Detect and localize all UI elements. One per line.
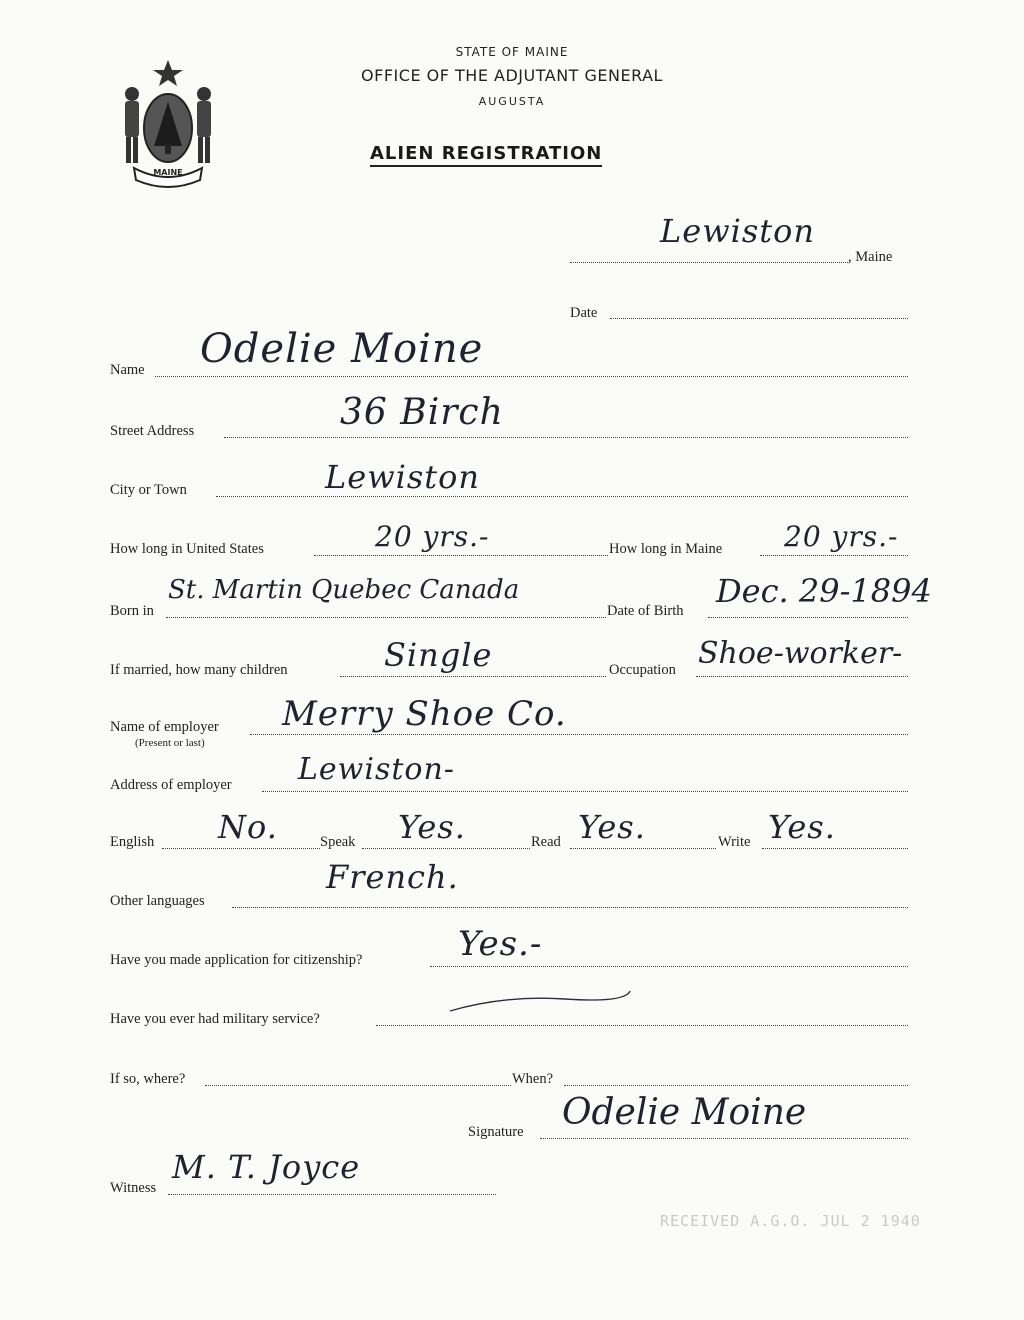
born-in-entry: St. Martin Quebec Canada (168, 575, 520, 605)
header-office: OFFICE OF THE ADJUTANT GENERAL (361, 66, 663, 85)
signature-entry: Odelie Moine (562, 1092, 807, 1133)
employer-line (250, 734, 908, 735)
speak-line (362, 848, 530, 849)
children-entry: Single (384, 636, 493, 674)
witness-line (168, 1194, 496, 1195)
children-label: If married, how many children (110, 662, 288, 678)
signature-label: Signature (468, 1124, 524, 1140)
if-so-where-line (205, 1085, 511, 1086)
employer-address-line (262, 791, 908, 792)
employer-entry: Merry Shoe Co. (282, 694, 567, 734)
witness-entry: M. T. Joyce (172, 1148, 361, 1186)
military-label: Have you ever had military service? (110, 1011, 320, 1027)
read-label: Read (531, 834, 561, 850)
signature-line (540, 1138, 908, 1139)
employer-address-entry: Lewiston- (298, 752, 455, 787)
speak-label: Speak (320, 834, 356, 850)
date-label: Date (570, 305, 598, 321)
if-so-where-label: If so, where? (110, 1071, 186, 1087)
street-line (224, 437, 908, 438)
occupation-label: Occupation (609, 662, 676, 678)
other-languages-entry: French. (326, 858, 459, 896)
form-title: ALIEN REGISTRATION (370, 143, 602, 167)
street-label: Street Address (110, 423, 195, 439)
citizenship-line (430, 966, 908, 967)
born-in-label: Born in (110, 603, 154, 619)
witness-label: Witness (110, 1180, 157, 1196)
occupation-entry: Shoe-worker- (698, 636, 903, 671)
name-line (155, 376, 908, 377)
other-languages-line (232, 907, 908, 908)
occupation-line (696, 676, 908, 677)
english-line (162, 848, 320, 849)
citizenship-entry: Yes.- (458, 924, 543, 964)
write-entry: Yes. (768, 808, 836, 846)
place-entry: Lewiston (660, 212, 815, 250)
how-long-us-label: How long in United States (110, 541, 264, 557)
how-long-us-entry: 20 yrs.- (375, 520, 490, 553)
write-line (762, 848, 908, 849)
write-label: Write (718, 834, 751, 850)
maine-label: , Maine (848, 249, 893, 265)
read-line (570, 848, 716, 849)
speak-entry: Yes. (398, 808, 466, 846)
how-long-maine-label: How long in Maine (609, 541, 723, 557)
dob-entry: Dec. 29-1894 (716, 572, 932, 610)
children-line (340, 676, 606, 677)
name-label: Name (110, 362, 145, 378)
employer-address-label: Address of employer (110, 777, 232, 793)
employer-label: Name of employer (110, 719, 219, 735)
street-entry: 36 Birch (340, 392, 504, 433)
city-entry: Lewiston (325, 458, 480, 496)
how-long-maine-line (760, 555, 908, 556)
how-long-us-line (314, 555, 608, 556)
citizenship-label: Have you made application for citizenship? (110, 952, 363, 968)
dob-label: Date of Birth (607, 603, 684, 619)
header-city: AUGUSTA (478, 95, 546, 108)
other-languages-label: Other languages (110, 893, 205, 909)
english-label: English (110, 834, 155, 850)
how-long-maine-entry: 20 yrs.- (784, 520, 899, 553)
name-entry: Odelie Moine (200, 326, 484, 372)
city-label: City or Town (110, 482, 187, 498)
military-pen-stroke (445, 985, 635, 1015)
born-in-line (166, 617, 606, 618)
read-entry: Yes. (578, 808, 646, 846)
english-entry: No. (218, 808, 278, 846)
when-line (564, 1085, 908, 1086)
when-label: When? (512, 1071, 554, 1087)
military-line (376, 1025, 908, 1026)
dob-line (708, 617, 908, 618)
place-line (570, 262, 850, 263)
employer-note: (Present or last) (135, 737, 205, 749)
city-line (216, 496, 908, 497)
date-line (610, 318, 908, 319)
received-stamp: RECEIVED A.G.O. JUL 2 1940 (660, 1212, 921, 1230)
seal-scroll-text: MAINE (153, 168, 183, 177)
header-state: STATE OF MAINE (455, 45, 569, 59)
